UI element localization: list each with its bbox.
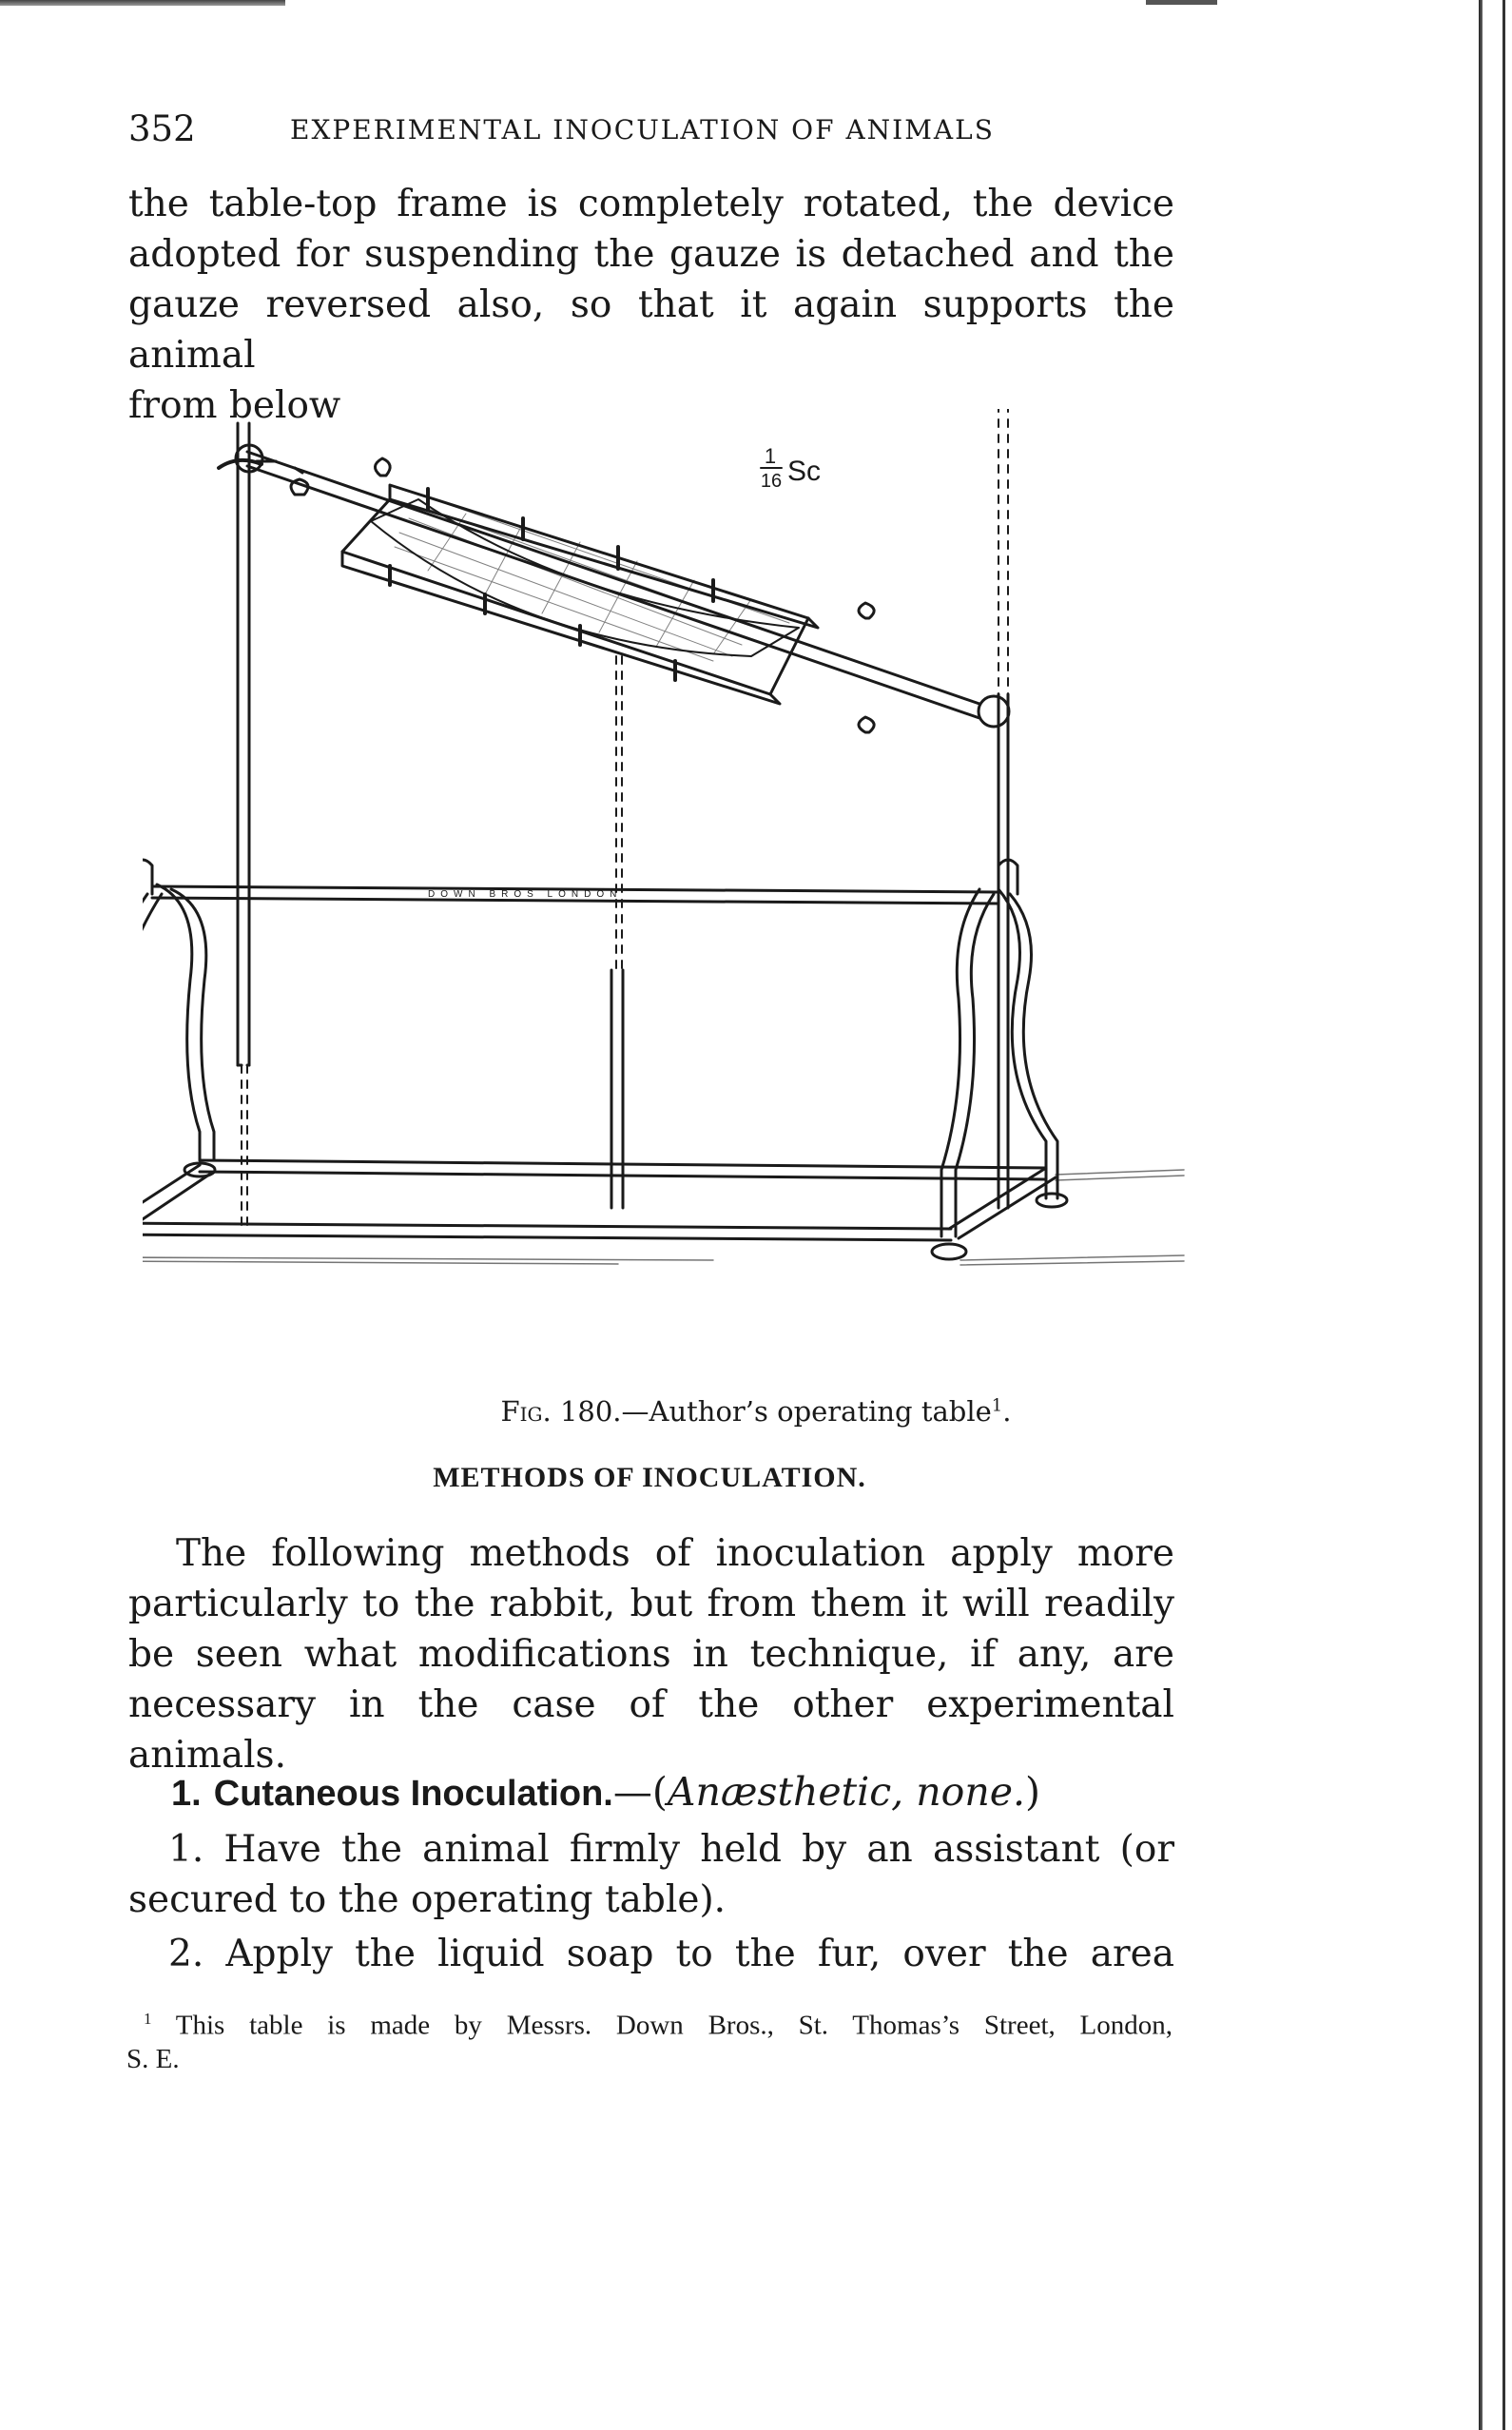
scale-numerator: 1 bbox=[764, 444, 777, 468]
footnote-text: S. E. bbox=[126, 2043, 180, 2074]
subsection-number: 1. bbox=[171, 1774, 202, 1814]
paragraph-methods bbox=[128, 1528, 1174, 1780]
text-line: be seen what modifications in technique, if any, are bbox=[128, 1633, 1174, 1676]
text-line: The following methods of inoculation apply more bbox=[176, 1532, 1174, 1575]
text-line: necessary in the case of the other experimental animals. bbox=[128, 1683, 1174, 1777]
step-2 bbox=[128, 1929, 1174, 1979]
footnote-text: This table is made by Messrs. Down Bros., St. Thomas’s Street, London, bbox=[175, 2010, 1173, 2041]
scan-artifact-top-left bbox=[0, 0, 285, 6]
swivel-rod bbox=[236, 445, 1009, 727]
scale-text: Sc bbox=[787, 456, 822, 487]
maker-mark: DOWN BROS LONDON bbox=[428, 889, 623, 900]
caption-footnote-marker: 1 bbox=[991, 1395, 1003, 1416]
section-title: METHODS OF INOCULATION. bbox=[433, 1462, 866, 1493]
text-line: 2. Apply the liquid soap to the fur, over the area bbox=[168, 1933, 1174, 1975]
caption-period: . bbox=[1002, 1395, 1012, 1428]
text-line: particularly to the rabbit, but from them it will readily bbox=[128, 1583, 1174, 1625]
subsection-dash: —( bbox=[612, 1769, 668, 1815]
table-legs bbox=[143, 885, 1057, 1236]
page-edge-line bbox=[1502, 0, 1505, 2430]
figure-caption bbox=[0, 1395, 1512, 1428]
page-edge-shadow bbox=[1479, 0, 1483, 2430]
table-base bbox=[143, 1160, 1184, 1265]
scale-label bbox=[761, 444, 821, 492]
subsection-close: ) bbox=[1025, 1769, 1041, 1815]
subsection-heading bbox=[171, 1769, 1040, 1815]
footnote bbox=[126, 2002, 1173, 2076]
footnote-marker: 1 bbox=[144, 2010, 152, 2028]
right-upright bbox=[611, 409, 1008, 1208]
subsection-title: Cutaneous Inoculation. bbox=[213, 1774, 613, 1814]
left-upright bbox=[219, 423, 262, 1227]
caption-fig-label: Fig. bbox=[500, 1395, 552, 1428]
operating-table-illustration bbox=[143, 409, 1189, 1389]
page-number: 352 bbox=[128, 108, 196, 149]
running-head: EXPERIMENTAL INOCULATION OF ANIMALS bbox=[290, 114, 995, 146]
subsection-note: Anæsthetic, none. bbox=[667, 1769, 1026, 1815]
text-line: from below bbox=[128, 384, 341, 427]
text-line: adopted for suspending the gauze is detached and the bbox=[128, 233, 1174, 276]
text-line: 1. Have the animal firmly held by an assistant (or bbox=[168, 1828, 1174, 1871]
page-header bbox=[128, 108, 1174, 156]
caption-text: 180.—Author’s operating table bbox=[559, 1395, 992, 1428]
step-1 bbox=[128, 1824, 1174, 1925]
text-line: secured to the operating table). bbox=[128, 1878, 727, 1921]
text-line: gauze reversed also, so that it again supports the animal bbox=[128, 283, 1174, 377]
scale-denominator: 16 bbox=[760, 471, 783, 492]
scan-artifact-top-right bbox=[1146, 0, 1217, 5]
paragraph-continuation bbox=[128, 179, 1174, 431]
table-top-rail bbox=[143, 860, 1018, 904]
gauze-cradle bbox=[291, 458, 874, 732]
text-line: the table-top frame is completely rotated, the device bbox=[128, 183, 1174, 225]
